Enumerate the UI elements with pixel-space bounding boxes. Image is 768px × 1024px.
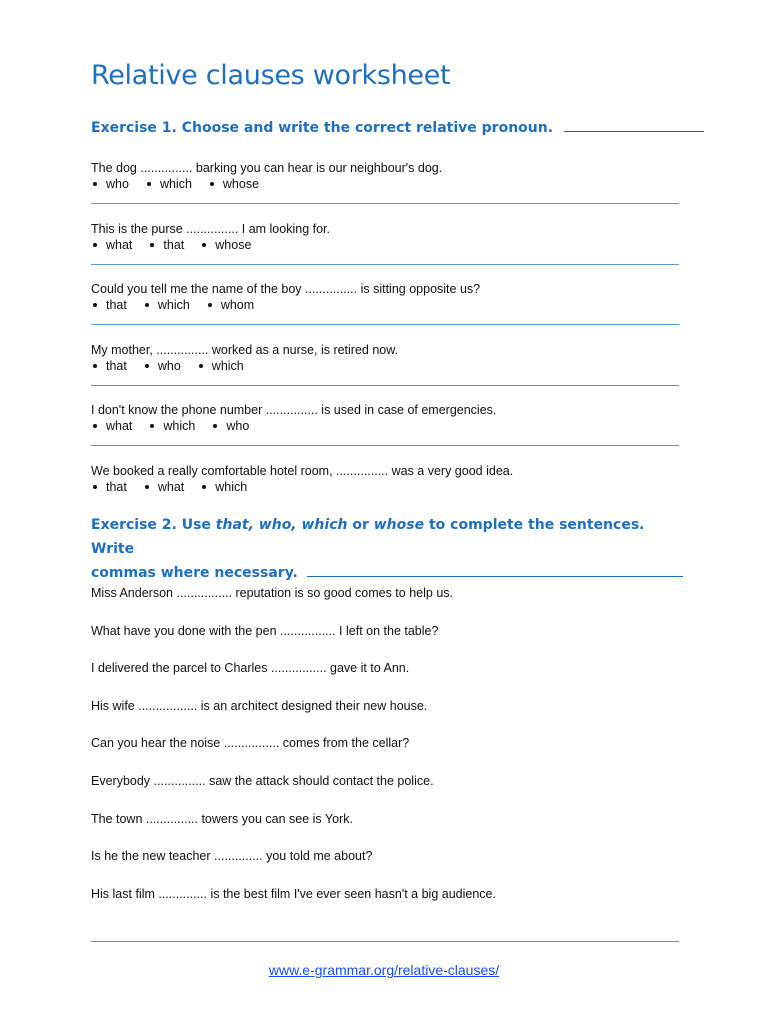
option-item: [200, 237, 251, 253]
option-label: that: [106, 479, 127, 494]
option-item: [148, 418, 195, 434]
bullet-icon: [208, 303, 212, 307]
bullet-icon: [202, 243, 206, 247]
exercise-1-question: The dog ............... barking you can hear is our neighbour's dog.: [91, 161, 443, 175]
exercise-2-heading-part1: Exercise 2. Use: [91, 517, 216, 533]
exercise-1-options: [91, 237, 267, 253]
exercise-1-options: [91, 297, 270, 313]
question-divider: [91, 385, 679, 386]
footer-link[interactable]: www.e-grammar.org/relative-clauses/: [268, 962, 500, 978]
exercise-1-options: [91, 418, 265, 434]
option-item: [143, 358, 181, 374]
bullet-icon: [210, 182, 214, 186]
footer-divider: [91, 941, 679, 942]
question-divider: [91, 264, 679, 265]
exercise-1-options: [91, 479, 263, 495]
exercise-2-sentence: I delivered the parcel to Charles ................ gave it to Ann.: [91, 661, 410, 676]
question-divider: [91, 324, 679, 325]
exercise-1-question: I don't know the phone number ............... is used in case of emergencies.: [91, 403, 497, 417]
bullet-icon: [145, 303, 149, 307]
option-item: [91, 176, 129, 192]
exercise-2-heading-part2: or: [347, 517, 374, 533]
exercise-2-sentence: Miss Anderson ................ reputation is so good comes to help us.: [91, 586, 453, 600]
option-item: [91, 297, 127, 313]
bullet-icon: [150, 424, 154, 428]
option-item: [211, 418, 249, 434]
option-item: [197, 358, 244, 374]
option-label: which: [159, 177, 192, 191]
option-label: that: [163, 237, 185, 252]
bullet-icon: [147, 182, 151, 186]
bullet-icon: [93, 182, 97, 186]
option-label: what: [157, 479, 185, 494]
option-item: [145, 176, 192, 192]
option-label: which: [211, 358, 244, 373]
option-label: which: [215, 479, 248, 494]
exercise-1-heading-text: Exercise 1. Choose and write the correct relative pronoun.: [91, 120, 554, 136]
option-item: [91, 237, 132, 253]
bullet-icon: [93, 303, 97, 307]
exercise-1-options: [91, 358, 260, 374]
exercise-1-question: This is the purse ............... I am looking for.: [91, 221, 330, 236]
option-label: that: [106, 358, 127, 373]
exercise-2-heading-part3: to complete the sentences. Write: [91, 517, 645, 557]
option-item: [208, 176, 259, 192]
bullet-icon: [150, 243, 154, 247]
option-label: whose: [215, 237, 252, 252]
answer-blank-line: [307, 562, 683, 577]
option-item: [91, 418, 132, 434]
exercise-2-sentence: The town ............... towers you can see is York.: [91, 811, 353, 826]
option-label: who: [226, 419, 250, 433]
bullet-icon: [93, 243, 97, 247]
option-label: that: [106, 298, 127, 312]
exercise-1-question: We booked a really comfortable hotel room, ............... was a very good idea.: [91, 463, 514, 478]
option-item: [143, 297, 190, 313]
bullet-icon: [93, 364, 97, 368]
exercise-2-heading-line2: commas where necessary.: [91, 565, 298, 581]
exercise-2-sentence: Is he the new teacher .............. you told me about?: [91, 849, 373, 864]
exercise-2-sentence: What have you done with the pen ................ I left on the table?: [91, 623, 439, 638]
option-label: what: [106, 237, 133, 252]
option-label: who: [157, 358, 181, 373]
bullet-icon: [202, 485, 206, 489]
option-item: [206, 297, 254, 313]
bullet-icon: [199, 364, 203, 368]
option-label: whom: [220, 298, 255, 312]
exercise-2-heading-pronouns: that, who, which: [215, 517, 348, 533]
exercise-2-sentence: Can you hear the noise ................ comes from the cellar?: [91, 736, 410, 751]
option-label: who: [106, 177, 129, 191]
exercise-2-heading: [91, 513, 691, 585]
exercise-2-sentence: His last film .............. is the best film I've ever seen hasn't a big audience.: [91, 886, 496, 901]
exercise-2-sentence: Everybody ............... saw the attack should contact the police.: [91, 774, 434, 788]
bullet-icon: [145, 364, 149, 368]
exercise-2-heading-whose: whose: [373, 517, 425, 533]
bullet-icon: [213, 424, 217, 428]
option-label: whose: [222, 177, 260, 191]
option-item: [91, 479, 127, 495]
exercise-2-sentence: His wife ................. is an architect designed their new house.: [91, 698, 428, 713]
question-divider: [91, 445, 679, 446]
option-item: [148, 237, 184, 253]
bullet-icon: [93, 424, 97, 428]
option-label: what: [106, 419, 133, 433]
option-item: [143, 479, 184, 495]
worksheet-title: Relative clauses worksheet: [91, 60, 451, 91]
answer-blank-line: [564, 117, 704, 132]
bullet-icon: [145, 485, 149, 489]
option-label: which: [157, 298, 190, 312]
exercise-1-question: Could you tell me the name of the boy ............... is sitting opposite us?: [91, 282, 481, 296]
exercise-1-heading: [91, 116, 704, 140]
exercise-1-options: [91, 176, 275, 192]
exercise-1-question: My mother, ............... worked as a nurse, is retired now.: [91, 342, 399, 357]
option-item: [91, 358, 127, 374]
question-divider: [91, 203, 679, 204]
option-item: [200, 479, 247, 495]
option-label: which: [163, 419, 196, 433]
bullet-icon: [93, 485, 97, 489]
